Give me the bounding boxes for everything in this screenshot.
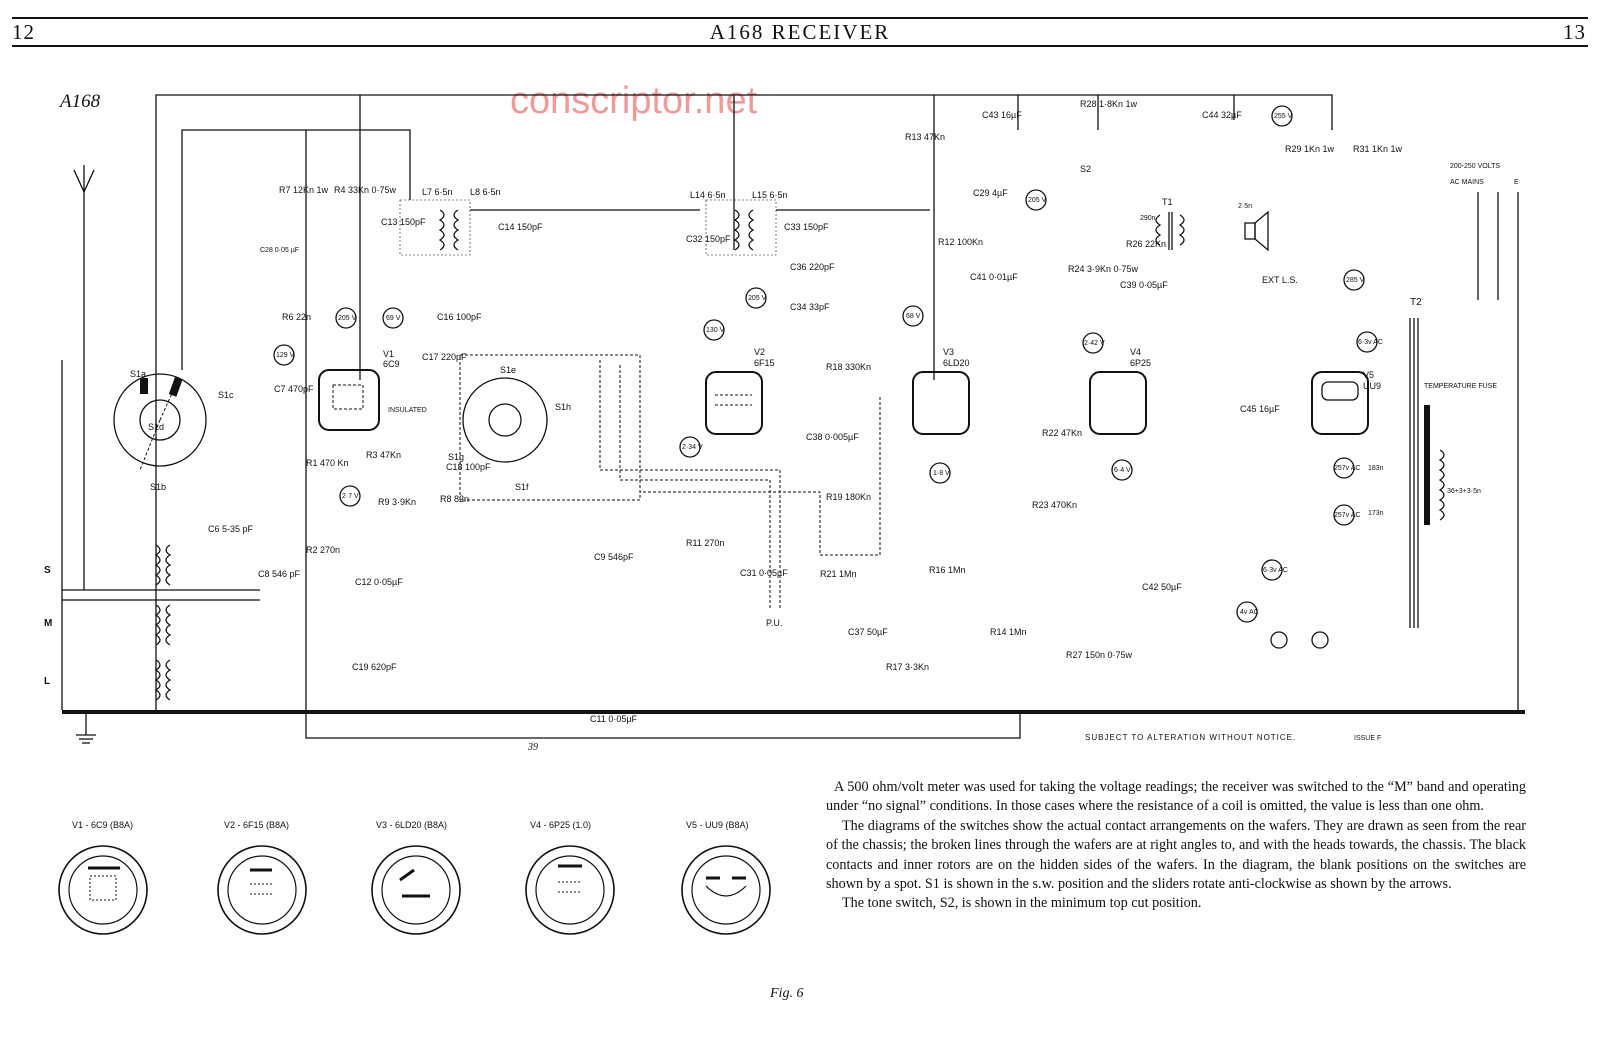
valve-base-v3: [366, 820, 476, 950]
page-number-left: 12: [12, 20, 35, 44]
mains-voltage-label: 200-250 VOLTS: [1450, 163, 1501, 170]
svg-text:C7 470pF: C7 470pF: [274, 384, 314, 394]
svg-text:C33 150pF: C33 150pF: [784, 222, 829, 232]
wire-39-label: 39: [528, 742, 538, 753]
temperature-fuse-label: TEMPERATURE FUSE: [1424, 383, 1497, 390]
label-s1e: S1e: [500, 365, 517, 375]
svg-text:1·8 V: 1·8 V: [933, 470, 950, 477]
ht-rail: [156, 95, 1332, 710]
v1-type: 6C9: [383, 359, 400, 369]
figure-caption: Fig. 6: [770, 986, 804, 1001]
header-bottom-rule: [12, 45, 1588, 47]
temperature-fuse: [1424, 405, 1430, 525]
v5-type: UU9: [1363, 381, 1382, 391]
svg-text:C19 620pF: C19 620pF: [352, 662, 397, 672]
svg-text:R2 270n: R2 270n: [306, 545, 341, 555]
wave-switch-s1-front: [114, 369, 234, 492]
svg-text:R11 270n: R11 270n: [686, 538, 725, 548]
svg-text:173n: 173n: [1368, 510, 1384, 517]
aerial-coils: [62, 360, 260, 710]
svg-text:S2: S2: [1080, 164, 1092, 174]
label-s1d: S1d: [148, 422, 165, 432]
svg-text:C14 150pF: C14 150pF: [498, 222, 543, 232]
svg-text:R23 470Kn: R23 470Kn: [1032, 500, 1078, 510]
svg-text:R13 47Kn: R13 47Kn: [905, 132, 946, 142]
note-paragraph-2: The diagrams of the switches show the actual contact arrangements on the wafers. They are drawn as seen from the rear of the chassis; the broken lines through the wafers are at right angles to, and with the heads towards, the chassis. The black contacts and inner rotors are on the hidden sides of the wafers. In the diagram, the blank positions on the switches are shown by a spot. S1 is shown in the s.w. position and the sliders rotate anti-clockwise as shown by the arrows.: [826, 817, 1526, 893]
valve-v5: [1312, 370, 1381, 434]
svg-text:R27 150n 0·75w: R27 150n 0·75w: [1066, 650, 1133, 660]
svg-text:C45 16µF: C45 16µF: [1240, 404, 1280, 414]
svg-text:257v AC: 257v AC: [1334, 512, 1361, 519]
svg-text:C34 33pF: C34 33pF: [790, 302, 830, 312]
svg-text:290n: 290n: [1140, 215, 1156, 222]
svg-text:R19 180Kn: R19 180Kn: [826, 492, 872, 502]
earth-symbol: [76, 712, 96, 743]
svg-text:R1 470 Kn: R1 470 Kn: [306, 458, 349, 468]
v2-type: 6F15: [754, 358, 775, 368]
svg-text:L15 6·5n: L15 6·5n: [752, 190, 788, 200]
watermark: conscriptor.net: [510, 80, 758, 122]
svg-text:R12 100Kn: R12 100Kn: [938, 237, 984, 247]
svg-text:205 V: 205 V: [748, 295, 767, 302]
svg-text:36+3+3·5n: 36+3+3·5n: [1447, 488, 1481, 495]
svg-text:129 V: 129 V: [276, 352, 295, 359]
svg-text:C11 0·05µF: C11 0·05µF: [590, 714, 638, 724]
page-title: A168 RECEIVER: [709, 20, 891, 44]
valve-base-v2: [212, 820, 322, 950]
svg-text:255 V: 255 V: [1274, 113, 1293, 120]
valve-base-v5: [676, 820, 786, 950]
svg-text:2·5n: 2·5n: [1238, 203, 1253, 210]
valve-v1: [319, 349, 400, 430]
header-top-rule: [12, 17, 1588, 19]
svg-text:R6 22n: R6 22n: [282, 312, 312, 322]
valve-v3: [913, 347, 970, 434]
v4-ref: V4: [1130, 347, 1142, 357]
svg-text:C9 546pF: C9 546pF: [594, 552, 634, 562]
svg-text:205 V: 205 V: [1028, 197, 1047, 204]
svg-text:C6 5-35 pF: C6 5-35 pF: [208, 524, 254, 534]
svg-text:C39 0·05µF: C39 0·05µF: [1120, 280, 1168, 290]
v3-type: 6LD20: [943, 358, 970, 368]
valve-base-v3-label: V3 - 6LD20 (B8A): [376, 820, 448, 830]
svg-text:C36 220pF: C36 220pF: [790, 262, 835, 272]
svg-text:R24 3·9Kn 0·75w: R24 3·9Kn 0·75w: [1068, 264, 1139, 274]
svg-text:68 V: 68 V: [906, 313, 921, 320]
label-s1h: S1h: [555, 402, 572, 412]
svg-text:C29 4µF: C29 4µF: [973, 188, 1008, 198]
svg-text:257v AC: 257v AC: [1334, 465, 1361, 472]
svg-text:4v AC: 4v AC: [1240, 609, 1259, 616]
note-paragraph-1: A 500 ohm/volt meter was used for taking the voltage readings; the receiver was switched to the “M” band and operating under “no signal” conditions. In those cases where the resistance of a coil is omitted, the value is less than one ohm.: [826, 779, 1526, 815]
notes-text: [826, 778, 1526, 914]
pickup-label: P.U.: [766, 618, 783, 628]
valve-base-v1: [58, 820, 168, 950]
svg-text:T1: T1: [1162, 197, 1173, 207]
svg-text:183n: 183n: [1368, 465, 1384, 472]
svg-text:L8 6·5n: L8 6·5n: [470, 187, 501, 197]
svg-text:C28 0·05 µF: C28 0·05 µF: [260, 247, 300, 254]
label-s1g: S1g: [448, 452, 465, 462]
svg-text:130 V: 130 V: [706, 327, 725, 334]
svg-text:C37 50µF: C37 50µF: [848, 627, 888, 637]
note-paragraph-3: The tone switch, S2, is shown in the minimum top cut position.: [842, 895, 1202, 912]
svg-text:T2: T2: [1410, 297, 1422, 308]
svg-text:R9 3·9Kn: R9 3·9Kn: [378, 497, 417, 507]
svg-text:C38 0·005µF: C38 0·005µF: [806, 432, 859, 442]
svg-text:2·42 V: 2·42 V: [1084, 340, 1105, 347]
earth-label: E: [1514, 179, 1519, 186]
svg-text:R3 47Kn: R3 47Kn: [366, 450, 402, 460]
svg-text:C44 32µF: C44 32µF: [1202, 110, 1242, 120]
if-transformer-1: [400, 145, 700, 255]
svg-text:R7 12Kn 1w: R7 12Kn 1w: [279, 185, 329, 195]
svg-text:C41 0·01µF: C41 0·01µF: [970, 272, 1018, 282]
svg-text:L14 6·5n: L14 6·5n: [690, 190, 726, 200]
aerial-symbol: [74, 165, 94, 360]
svg-text:R8 82n: R8 82n: [440, 494, 470, 504]
v3-ref: V3: [943, 347, 955, 357]
label-s1f: S1f: [515, 482, 529, 492]
speaker-icon: [1245, 212, 1268, 250]
svg-text:2·34 V: 2·34 V: [682, 444, 703, 451]
svg-text:L7 6·5n: L7 6·5n: [422, 187, 453, 197]
svg-text:C32 150pF: C32 150pF: [686, 234, 731, 244]
issue-label: ISSUE F: [1354, 735, 1382, 742]
svg-text:C16 100pF: C16 100pF: [437, 312, 482, 322]
svg-text:C18 100pF: C18 100pF: [446, 462, 491, 472]
svg-text:C12 0·05µF: C12 0·05µF: [355, 577, 403, 587]
svg-text:C17 220pF: C17 220pF: [422, 352, 467, 362]
svg-text:C31 0·05µF: C31 0·05µF: [740, 568, 788, 578]
receiver-schematic: [0, 50, 1600, 770]
svg-text:R29 1Kn 1w: R29 1Kn 1w: [1285, 144, 1335, 154]
valve-base-v1-label: V1 - 6C9 (B8A): [72, 820, 134, 830]
svg-text:6·3v AC: 6·3v AC: [1263, 567, 1288, 574]
svg-text:R26 22Kn: R26 22Kn: [1126, 239, 1167, 249]
svg-text:R31 1Kn 1w: R31 1Kn 1w: [1353, 144, 1403, 154]
svg-text:6·3v AC: 6·3v AC: [1358, 339, 1383, 346]
label-insulated: INSULATED: [388, 407, 427, 414]
svg-text:R18 330Kn: R18 330Kn: [826, 362, 872, 372]
label-s1c: S1c: [218, 390, 234, 400]
v4-type: 6P25: [1130, 358, 1152, 368]
valve-base-v4-label: V4 - 6P25 (1.0): [530, 820, 592, 830]
ac-mains-label: AC MAINS: [1450, 179, 1484, 186]
valve-v4: [1090, 347, 1151, 434]
dashed-run-3: [640, 370, 880, 555]
band-label-m: M: [44, 618, 53, 629]
v5-ref: V5: [1363, 370, 1375, 380]
svg-text:R28 1·8Kn 1w: R28 1·8Kn 1w: [1080, 99, 1138, 109]
svg-text:R14 1Mn: R14 1Mn: [990, 627, 1027, 637]
band-label-l: L: [44, 676, 51, 687]
page-number-right: 13: [1563, 20, 1586, 44]
v2-ref: V2: [754, 347, 766, 357]
svg-text:285 V: 285 V: [1346, 277, 1365, 284]
svg-text:C8 546 pF: C8 546 pF: [258, 569, 301, 579]
valve-base-v5-label: V5 - UU9 (B8A): [686, 820, 749, 830]
svg-text:R22 47Kn: R22 47Kn: [1042, 428, 1083, 438]
svg-text:R21 1Mn: R21 1Mn: [820, 569, 857, 579]
svg-text:R17 3·3Kn: R17 3·3Kn: [886, 662, 930, 672]
valve-base-v4: [520, 820, 630, 950]
svg-text:C13 150pF: C13 150pF: [381, 217, 426, 227]
svg-text:2·7 V: 2·7 V: [342, 493, 359, 500]
band-label-s: S: [44, 565, 51, 576]
alteration-notice: SUBJECT TO ALTERATION WITHOUT NOTICE.: [1085, 733, 1297, 742]
wire-39-return: [306, 712, 1020, 738]
ext-ls-label: EXT L.S.: [1262, 275, 1298, 285]
label-s1a: S1a: [130, 369, 147, 379]
svg-text:6·4 V: 6·4 V: [1114, 467, 1131, 474]
svg-text:205 V: 205 V: [338, 315, 357, 322]
v1-ref: V1: [383, 349, 395, 359]
svg-text:R4 33Kn 0·75w: R4 33Kn 0·75w: [334, 185, 397, 195]
label-s1b: S1b: [150, 482, 167, 492]
svg-text:69 V: 69 V: [386, 315, 401, 322]
svg-text:R16 1Mn: R16 1Mn: [929, 565, 966, 575]
wave-switch-s1-rear: [388, 355, 640, 500]
valve-base-v2-label: V2 - 6F15 (B8A): [224, 820, 290, 830]
model-label: A168: [60, 91, 101, 112]
svg-text:C42 50µF: C42 50µF: [1142, 582, 1182, 592]
valve-v2: [706, 347, 775, 434]
pilot-lamps: [1271, 632, 1328, 648]
svg-text:C43 16µF: C43 16µF: [982, 110, 1022, 120]
